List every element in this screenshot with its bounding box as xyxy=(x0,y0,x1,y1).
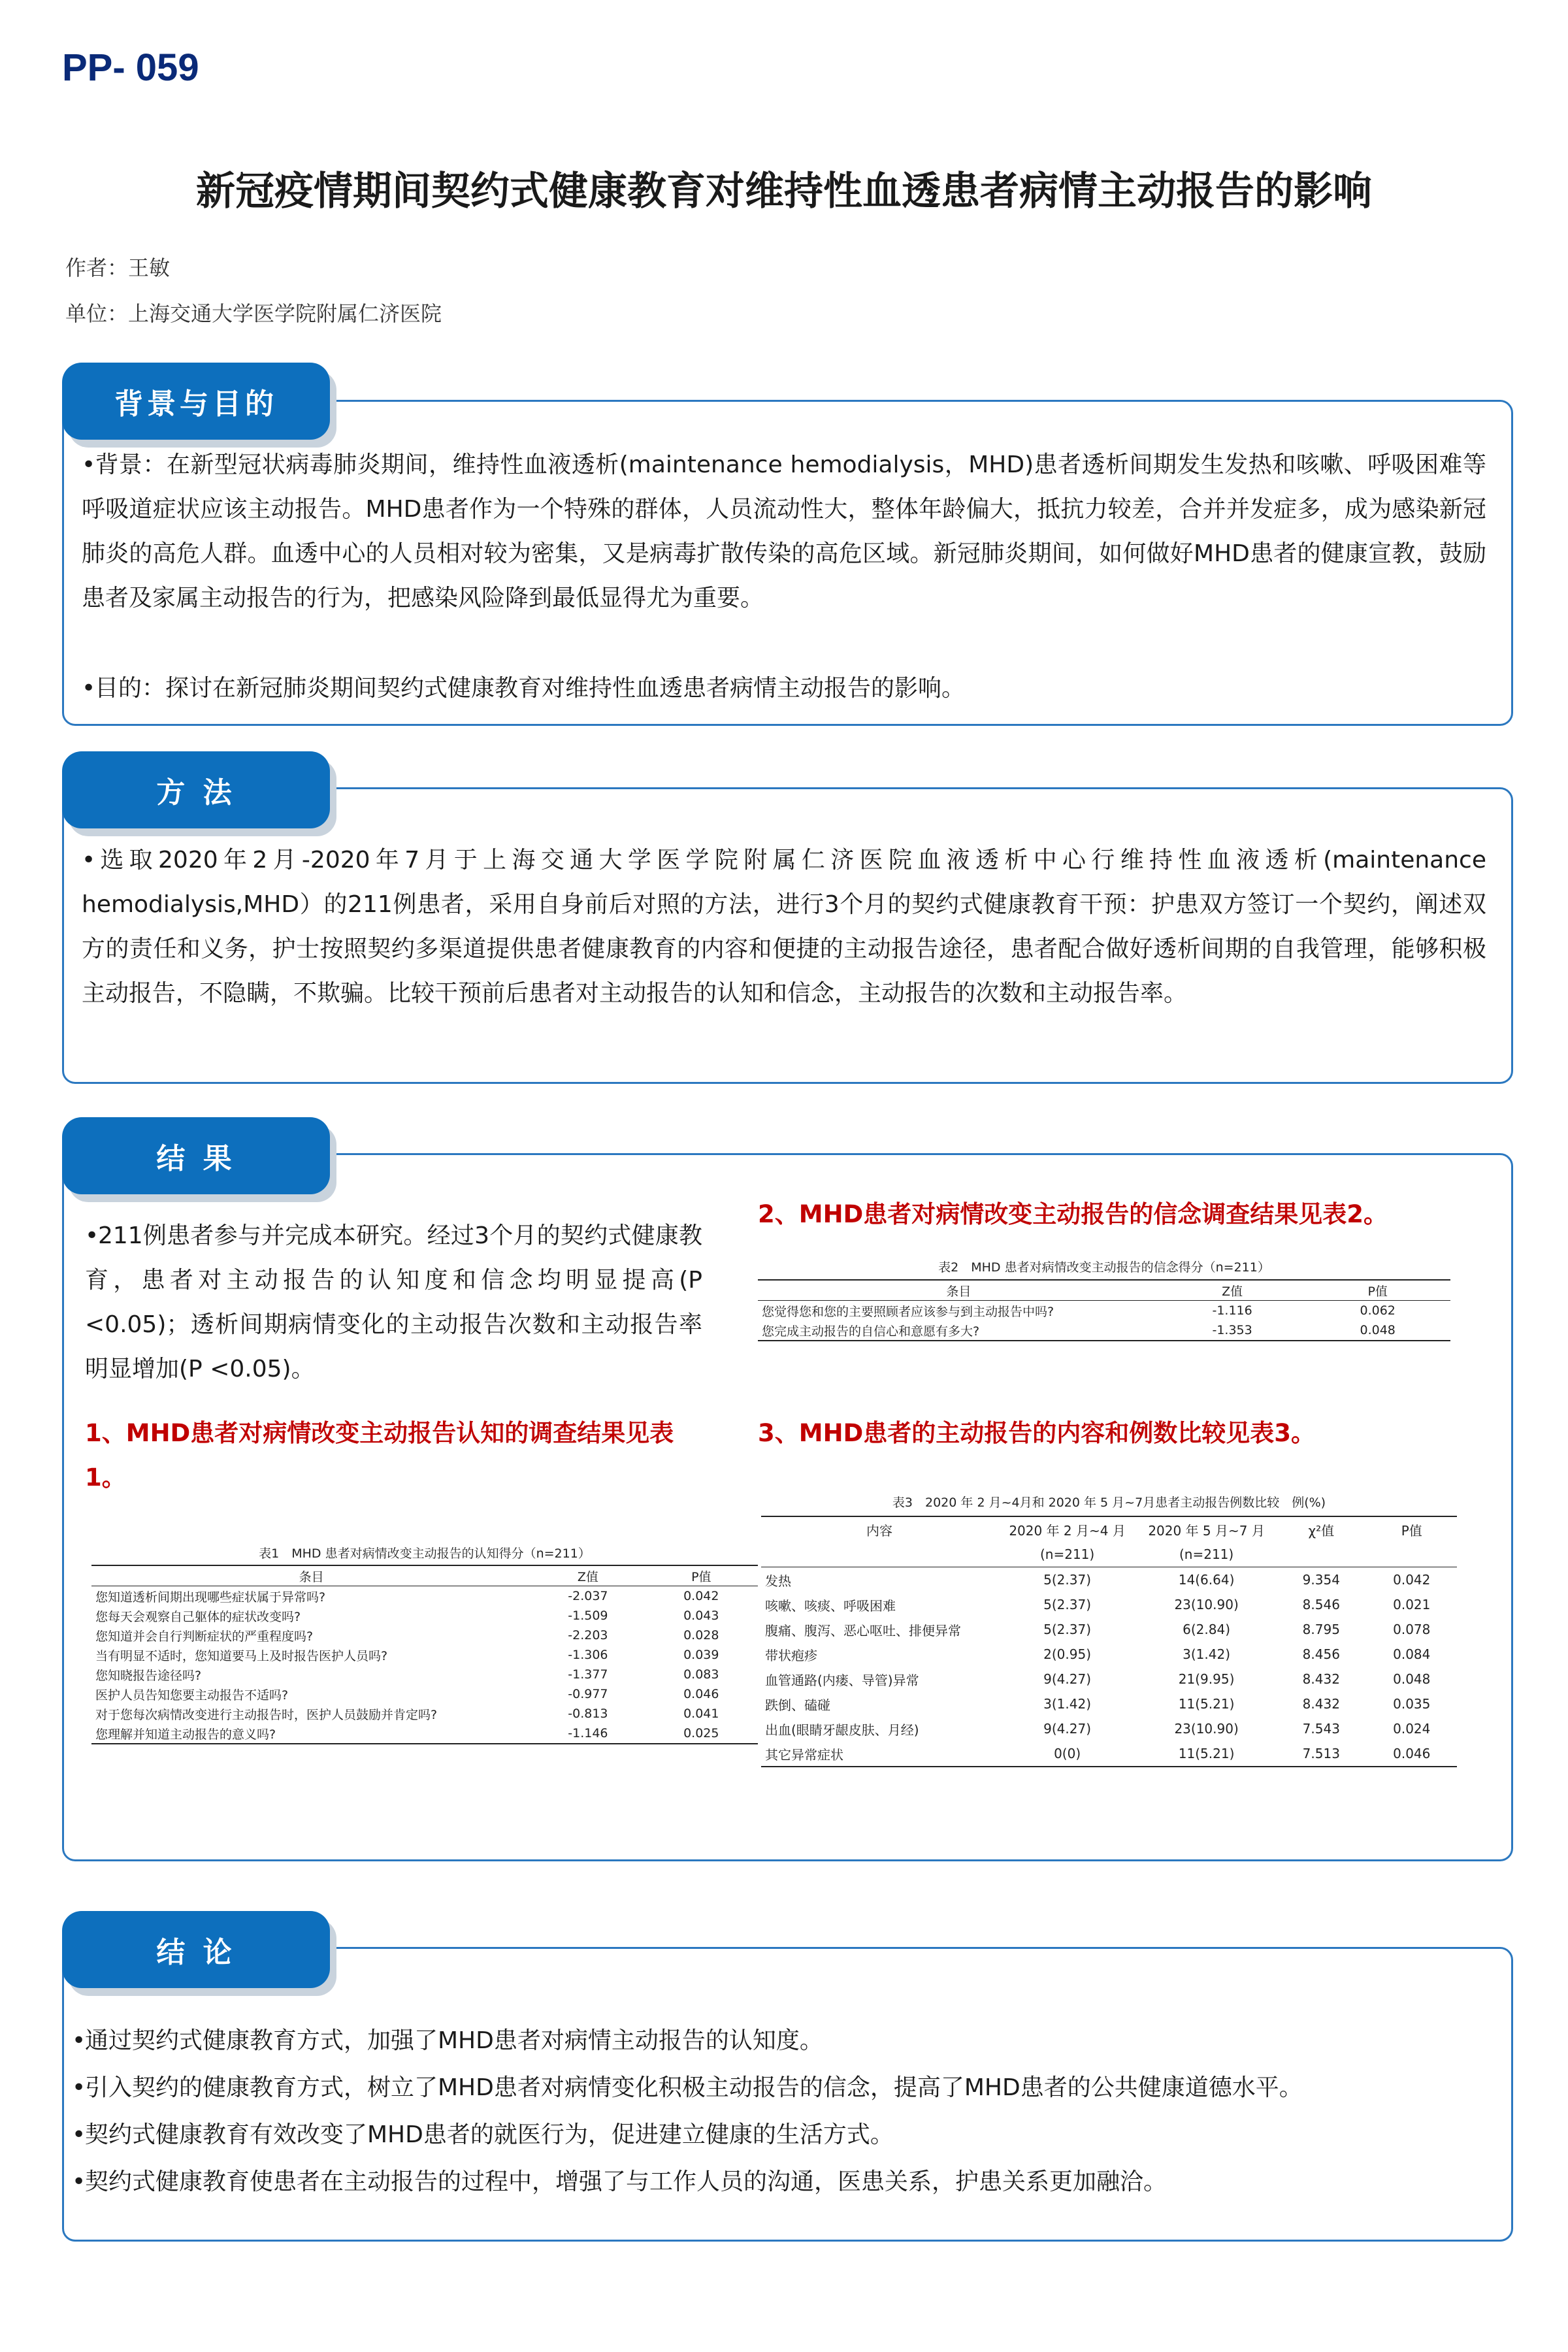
background-bullet: •背景：在新型冠状病毒肺炎期间，维持性血液透析(maintenance hemodialysis，MHD)患者透析间期发生发热和咳嗽、呼吸困难等呼吸道症状应该主动报告。MHD患者作为一个特殊的群体，人员流动性大，整体年龄偏大，抵抗力较差，合并并发症多，成为感染新冠肺炎的高危人群。血透中心的人员相对较为密集，又是病毒扩散传染的高危区域。新冠肺炎期间，如何做好MHD患者的健康宣教，鼓励患者及家属主动报告的行为，把感染风险降到最低显得尤为重要。 xyxy=(82,451,1486,612)
table-cell: 您完成主动报告的自信心和意愿有多大? xyxy=(762,1324,980,1339)
table-row xyxy=(91,1645,758,1665)
conclusion-bullet: •引入契约的健康教育方式，树立了MHD患者对病情变化积极主动报告的信念，提高了MHD患者的公共健康道德水平。 xyxy=(72,2074,1303,2101)
table-cell: 出血(眼睛牙龈皮肤、月经) xyxy=(765,1722,919,1738)
method-tab: 方 法 xyxy=(62,751,330,828)
table-row xyxy=(91,1704,758,1723)
table-row xyxy=(91,1665,758,1684)
table-cell: 您知道并会自行判断症状的严重程度吗? xyxy=(95,1629,314,1644)
table-cell: 0.042 xyxy=(683,1589,719,1603)
table-header-cell: P值 xyxy=(691,1569,711,1584)
poster-title: 新冠疫情期间契约式健康教育对维持性血透患者病情主动报告的影响 xyxy=(196,169,1372,214)
table-cell: 血管通路(内瘘、导管)异常 xyxy=(765,1672,919,1688)
table-cell: 0.025 xyxy=(683,1726,719,1740)
table-row xyxy=(91,1723,758,1744)
conclusion-bullet: •契约式健康教育使患者在主动报告的过程中，增强了与工作人员的沟通，医患关系，护患关系更加融洽。 xyxy=(72,2168,1168,2195)
table-cell: 0.039 xyxy=(683,1648,719,1662)
table-header-cell: Z值 xyxy=(577,1569,598,1584)
table-cell: 8.432 xyxy=(1302,1696,1340,1712)
table-cell: 医护人员告知您要主动报告不适吗? xyxy=(95,1688,289,1703)
table-header-cell: 2020 年 5 月~7 月 xyxy=(1148,1522,1265,1539)
table-cell: 8.456 xyxy=(1302,1646,1340,1662)
table-header-cell xyxy=(761,1542,998,1567)
table-row xyxy=(91,1606,758,1625)
result-heading-3: 3、MHD患者的主动报告的内容和例数比较见表3。 xyxy=(758,1419,1315,1447)
aim-bullet: •目的：探讨在新冠肺炎期间契约式健康教育对维持性血透患者病情主动报告的影响。 xyxy=(82,675,966,702)
table-row xyxy=(91,1586,758,1607)
table-cell: 11(5.21) xyxy=(1178,1746,1235,1761)
conclusion-bullet: •通过契约式健康教育方式，加强了MHD患者对病情主动报告的认知度。 xyxy=(72,2027,823,2054)
table-header-cell: 条目 xyxy=(299,1569,324,1584)
table-row xyxy=(761,1691,1457,1716)
table-row xyxy=(761,1716,1457,1741)
table2-caption: 表2 MHD 患者对病情改变主动报告的信念得分（n=211） xyxy=(938,1260,1270,1275)
table-header-row xyxy=(758,1280,1450,1301)
results-tab: 结 果 xyxy=(62,1117,330,1194)
conclusion-bullet: •契约式健康教育有效改变了MHD患者的就医行为，促进建立健康的生活方式。 xyxy=(72,2121,894,2148)
table-header-cell: (n=211) xyxy=(1039,1546,1095,1562)
table-cell: 发热 xyxy=(765,1573,791,1589)
table-cell: 0.048 xyxy=(1360,1323,1396,1337)
table-row xyxy=(758,1301,1450,1321)
table-cell: 您知道透析间期出现哪些症状属于异常吗? xyxy=(95,1590,326,1605)
table-cell: 0.028 xyxy=(683,1628,719,1642)
table-row xyxy=(761,1667,1457,1691)
table-row xyxy=(761,1741,1457,1767)
table-cell: 7.543 xyxy=(1302,1721,1340,1737)
table-cell: 咳嗽、咳痰、呼吸困难 xyxy=(765,1597,896,1614)
table-cell: 11(5.21) xyxy=(1178,1696,1235,1712)
table-header-cell: (n=211) xyxy=(1179,1546,1234,1562)
table-row xyxy=(761,1617,1457,1642)
table-header-row xyxy=(761,1516,1457,1542)
table-cell: 带状疱疹 xyxy=(765,1647,817,1663)
table1 xyxy=(91,1565,758,1744)
table-header-cell: 条目 xyxy=(946,1284,972,1299)
poster-code: PP- 059 xyxy=(62,46,199,89)
table-cell: 跌倒、磕碰 xyxy=(765,1697,830,1713)
table-cell: -1.377 xyxy=(568,1667,608,1682)
table-cell: 3(1.42) xyxy=(1043,1696,1092,1712)
table-header-cell: 2020 年 2 月~4 月 xyxy=(1009,1522,1126,1539)
table-cell: 8.432 xyxy=(1302,1671,1340,1687)
table-cell: 0.042 xyxy=(1393,1572,1431,1588)
table-cell: 对于您每次病情改变进行主动报告时，医护人员鼓励并肯定吗? xyxy=(95,1707,438,1722)
table-cell: -2.203 xyxy=(568,1628,608,1642)
table-cell: 当有明显不适时，您知道要马上及时报告医护人员吗? xyxy=(95,1648,388,1663)
table-header-cell: P值 xyxy=(1367,1284,1388,1299)
table-cell: 3(1.42) xyxy=(1183,1646,1231,1662)
table-header-cell xyxy=(1367,1542,1457,1567)
table-cell: 9.354 xyxy=(1302,1572,1340,1588)
table-cell: 9(4.27) xyxy=(1043,1721,1092,1737)
results-intro: •211例患者参与并完成本研究。经过3个月的契约式健康教育，患者对主动报告的认知度和信念均明显提高(P <0.05)；透析间期病情变化的主动报告次数和主动报告率明显增加(P <0.05)。 xyxy=(85,1222,702,1382)
table-cell: -0.977 xyxy=(568,1687,608,1701)
table-cell: 0.024 xyxy=(1393,1721,1431,1737)
table-cell: -1.306 xyxy=(568,1648,608,1662)
table-row xyxy=(91,1684,758,1704)
table-cell: -1.116 xyxy=(1212,1303,1252,1318)
table-cell: 0.048 xyxy=(1393,1671,1431,1687)
affiliation: 单位：上海交通大学医学院附属仁济医院 xyxy=(65,301,442,326)
table-cell: 您觉得您和您的主要照顾者应该参与到主动报告中吗? xyxy=(762,1304,1054,1319)
table-cell: 23(10.90) xyxy=(1174,1597,1239,1612)
author: 作者：王敏 xyxy=(65,255,171,280)
table-row xyxy=(761,1592,1457,1617)
table-cell: 其它异常症状 xyxy=(765,1746,843,1763)
table-cell: 6(2.84) xyxy=(1183,1622,1231,1637)
table-cell: 5(2.37) xyxy=(1043,1597,1092,1612)
table-cell: 7.513 xyxy=(1302,1746,1340,1761)
table-row xyxy=(91,1625,758,1645)
table-cell: 0.041 xyxy=(683,1707,719,1721)
table-cell: 腹痛、腹泻、恶心呕吐、排便异常 xyxy=(765,1622,961,1639)
table-cell: 8.795 xyxy=(1302,1622,1340,1637)
result-heading-2: 2、MHD患者对病情改变主动报告的信念调查结果见表2。 xyxy=(758,1200,1388,1228)
table-cell: 2(0.95) xyxy=(1043,1646,1092,1662)
table-cell: 您理解并知道主动报告的意义吗? xyxy=(95,1727,276,1742)
table-row xyxy=(758,1320,1450,1341)
table-cell: 0.084 xyxy=(1393,1646,1431,1662)
table-cell: 您每天会观察自己躯体的症状改变吗? xyxy=(95,1609,301,1624)
table-cell: 5(2.37) xyxy=(1043,1622,1092,1637)
table3-caption: 表3 2020 年 2 月~4月和 2020 年 5 月~7月患者主动报告例数比较 例(%) xyxy=(892,1495,1326,1510)
table-cell: 0.078 xyxy=(1393,1622,1431,1637)
table-header-cell: χ²值 xyxy=(1308,1522,1335,1539)
method-bullet: •选取2020年2月-2020年7月于上海交通大学医学院附属仁济医院血液透析中心行维持性血液透析(maintenance hemodialysis,MHD）的211例患者，采用自身前后对照的方法，进行3个月的契约式健康教育干预：护患双方签订一个契约，阐述双方的责任和义务，护士按照契约多渠道提供患者健康教育的内容和便捷的主动报告途径，患者配合做好透析间期的自我管理，能够积极主动报告，不隐瞒，不欺骗。比较干预前后患者对主动报告的认知和信念，主动报告的次数和主动报告率。 xyxy=(82,847,1486,1007)
table-cell: 0.021 xyxy=(1393,1597,1431,1612)
table-cell: -2.037 xyxy=(568,1589,608,1603)
table-header-cell xyxy=(1276,1542,1366,1567)
table-cell: 0.046 xyxy=(683,1687,719,1701)
table-cell: -1.146 xyxy=(568,1726,608,1740)
table-header-cell: P值 xyxy=(1401,1522,1422,1539)
table-cell: 8.546 xyxy=(1302,1597,1340,1612)
table3 xyxy=(761,1516,1457,1767)
table-cell: 0.035 xyxy=(1393,1696,1431,1712)
result-heading-1: 1、MHD患者对病情改变主动报告认知的调查结果见表1。 xyxy=(85,1419,674,1492)
table-header-row xyxy=(91,1565,758,1586)
table-row xyxy=(761,1642,1457,1667)
table-cell: 0.043 xyxy=(683,1609,719,1623)
table-cell: 您知晓报告途径吗? xyxy=(95,1668,202,1683)
table-cell: -1.509 xyxy=(568,1609,608,1623)
table-header-row xyxy=(761,1542,1457,1567)
table1-caption: 表1 MHD 患者对病情改变主动报告的认知得分（n=211） xyxy=(259,1546,591,1561)
table-row xyxy=(761,1567,1457,1593)
table-cell: 0(0) xyxy=(1054,1746,1081,1761)
table-cell: 21(9.95) xyxy=(1178,1671,1235,1687)
table-header-cell: 内容 xyxy=(866,1522,893,1539)
table-cell: 0.046 xyxy=(1393,1746,1431,1761)
table-cell: 0.062 xyxy=(1360,1303,1396,1318)
table-cell: 5(2.37) xyxy=(1043,1572,1092,1588)
table-cell: -1.353 xyxy=(1212,1323,1252,1337)
table-cell: -0.813 xyxy=(568,1707,608,1721)
table-cell: 14(6.64) xyxy=(1178,1572,1235,1588)
table-cell: 0.083 xyxy=(683,1667,719,1682)
table2 xyxy=(758,1279,1450,1341)
table-cell: 9(4.27) xyxy=(1043,1671,1092,1687)
background-tab: 背景与目的 xyxy=(62,363,330,440)
table-header-cell: Z值 xyxy=(1222,1284,1243,1299)
conclusion-tab: 结 论 xyxy=(62,1911,330,1988)
table-cell: 23(10.90) xyxy=(1174,1721,1239,1737)
